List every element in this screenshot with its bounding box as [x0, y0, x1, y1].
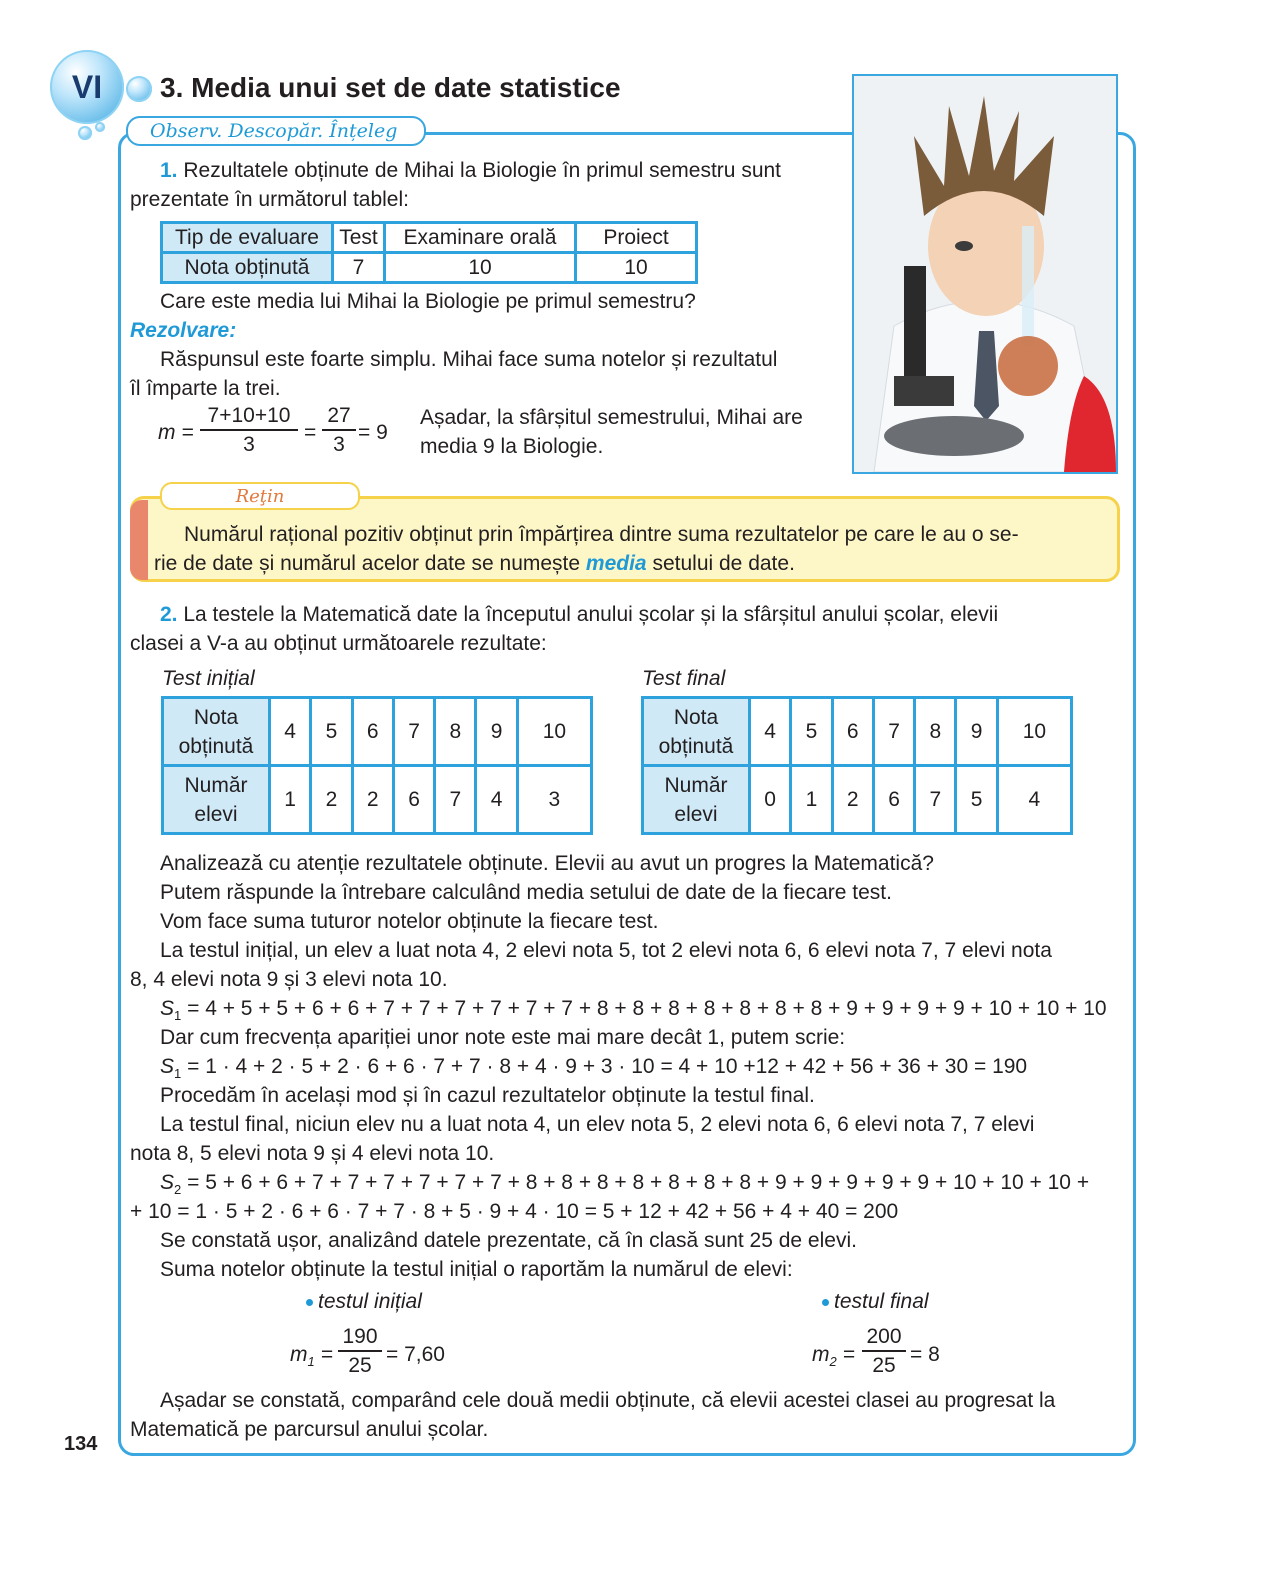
- page-number: 134: [64, 1433, 98, 1455]
- paragraph-line: Dar cum frecvența apariției unor note este mai mare decât 1, putem scrie:: [160, 1026, 846, 1049]
- symbol-sub: 1: [307, 1354, 315, 1370]
- paragraph-line: Se constată ușor, analizând datele prezentate, că în clasă sunt 25 de elevi.: [160, 1229, 857, 1252]
- grade-cell: 9: [956, 698, 997, 766]
- initial-test-table: [161, 696, 593, 835]
- fraction-numerator: 27: [322, 402, 356, 431]
- paragraph-line: Putem răspunde la întrebare calculând media setului de date de la fiecare test.: [160, 881, 892, 904]
- problem2-intro-line1: [160, 600, 998, 629]
- row-label-line: elevi: [194, 802, 238, 826]
- retain-line2-pre: rie de date și numărul acelor date se numește: [154, 552, 581, 575]
- paragraph-line: La testul inițial, un elev a luat nota 4, 2 elevi nota 5, tot 2 elevi nota 6, 6 elevi nota 7, 7 elevi nota: [160, 939, 1052, 962]
- paragraph-line: Procedăm în același mod și în cazul rezultatelor obținute la testul final.: [160, 1084, 815, 1107]
- formula-m: m =: [158, 421, 194, 444]
- grade-cell: 6: [352, 698, 393, 766]
- solution-label: Rezolvare:: [130, 319, 237, 342]
- grade-cell: 7: [393, 698, 434, 766]
- final-conclusion-line1: Așadar se constată, comparând cele două medii obținute, că elevii acestei clasei au progresat la: [160, 1389, 1056, 1412]
- count-cell: 7: [435, 766, 476, 834]
- table-cell: Examinare orală: [385, 223, 576, 253]
- grade-cell: 8: [435, 698, 476, 766]
- count-cell: 0: [750, 766, 791, 834]
- fraction-numerator: 190: [338, 1323, 382, 1352]
- mean-initial-fraction: [338, 1323, 382, 1380]
- mean-initial-result: = 7,60: [386, 1343, 445, 1366]
- fraction-denominator: 25: [348, 1354, 372, 1377]
- formula-equals: =: [304, 421, 317, 444]
- problem1-number: 1.: [160, 159, 178, 182]
- paragraph-line: La testul final, niciun elev nu a luat nota 4, un elev nota 5, 2 elevi nota 6, 6 elevi nota 7, 7 elevi: [160, 1113, 1035, 1136]
- grade-cell: 5: [311, 698, 352, 766]
- lesson-title: 3. Media unui set de date statistice: [160, 72, 621, 103]
- problem2-intro-text: La testele la Matematică date la începutul anului școlar și la sfârșitul anului școlar, elevii: [183, 603, 999, 626]
- grade-cell: 6: [832, 698, 873, 766]
- paragraph-line: Analizează cu atenție rezultatele obținute. Elevii au avut un progres la Matematică?: [160, 852, 934, 875]
- symbol-sub: 2: [829, 1354, 837, 1370]
- grade-cell: 10: [997, 698, 1071, 766]
- symbol-s: S: [160, 997, 175, 1020]
- bullet-dot: [306, 1299, 313, 1306]
- table-row-label: [163, 698, 270, 766]
- grade-cell: 5: [791, 698, 832, 766]
- grade-cell: 9: [476, 698, 517, 766]
- mean-initial-label-text: testul inițial: [318, 1290, 422, 1313]
- table-cell: Test: [333, 223, 385, 253]
- grade-cell: 7: [873, 698, 914, 766]
- problem1-question: Care este media lui Mihai la Biologie pe primul semestru?: [160, 290, 696, 313]
- table-cell: 10: [576, 253, 697, 283]
- retain-line2-post: setului de date.: [652, 552, 795, 575]
- row-label-line: elevi: [674, 802, 718, 826]
- problem1-conclusion-line2: media 9 la Biologie.: [420, 435, 604, 458]
- count-cell: 2: [311, 766, 352, 834]
- retain-stripe: [130, 500, 148, 580]
- paragraph-line: 8, 4 elevi nota 9 și 3 elevi nota 10.: [130, 968, 448, 991]
- problem2-number: 2.: [160, 603, 178, 626]
- problem1-answer-line1: Răspunsul este foarte simplu. Mihai face suma notelor și rezultatul: [160, 348, 778, 371]
- row-label-line: obținută: [658, 734, 734, 758]
- problem2-intro-line2: clasei a V-a au obținut următoarele rezultate:: [130, 632, 547, 655]
- paragraph-line: nota 8, 5 elevi nota 9 și 4 elevi nota 10.: [130, 1142, 495, 1165]
- mean-final-symbol: $m_2$ =: [812, 1343, 855, 1370]
- sum-expression: = 1 · 4 + 2 · 5 + 2 · 6 + 6 · 7 + 7 · 8 + 4 · 9 + 3 · 10 = 4 + 10 +12 + 42 + 56 + 36 + 30 = 190: [187, 1055, 1028, 1078]
- problem1-intro-line2: prezentate în următorul tablel:: [130, 188, 409, 211]
- row-label-line: Număr: [184, 773, 248, 797]
- mean-final-label-text: testul final: [834, 1290, 929, 1313]
- fraction-denominator: 3: [243, 433, 255, 456]
- final-test-table: [641, 696, 1073, 835]
- grade-cell: 4: [750, 698, 791, 766]
- row-label-line: obținută: [178, 734, 254, 758]
- count-cell: 3: [517, 766, 591, 834]
- grades-biology-table: [160, 221, 698, 284]
- decor-bubble: [78, 126, 92, 140]
- retain-term-media: media: [585, 552, 647, 575]
- fraction-denominator: 3: [333, 433, 345, 456]
- retain-line2: [154, 549, 795, 578]
- count-cell: 7: [915, 766, 956, 834]
- final-conclusion-line2: Matematică pe parcursul anului școlar.: [130, 1418, 489, 1441]
- retain-tab: Reţin: [160, 482, 360, 510]
- grade-cell: 10: [517, 698, 591, 766]
- symbol-s: S: [160, 1055, 175, 1078]
- fraction-27-3: [322, 402, 356, 459]
- count-cell: 1: [791, 766, 832, 834]
- symbol-sub: 2: [174, 1182, 182, 1198]
- count-cell: 6: [873, 766, 914, 834]
- count-cell: 1: [270, 766, 311, 834]
- count-cell: 2: [352, 766, 393, 834]
- symbol-s: S: [160, 1171, 175, 1194]
- problem1-intro-text: Rezultatele obținute de Mihai la Biologie în primul semestru sunt: [183, 159, 782, 182]
- symbol-m: m: [812, 1343, 830, 1366]
- count-cell: 4: [997, 766, 1071, 834]
- row-label-line: Număr: [664, 773, 728, 797]
- retain-line1: Numărul rațional pozitiv obținut prin împărțirea dintre suma rezultatelor pe care le au o se-: [184, 523, 1019, 546]
- section-tab: Observ. Descopăr. Înțeleg: [126, 116, 426, 146]
- mean-final-label: [822, 1287, 929, 1316]
- count-cell: 6: [393, 766, 434, 834]
- mean-initial-symbol: $m_1$ =: [290, 1343, 333, 1370]
- symbol-m: m: [290, 1343, 308, 1366]
- count-cell: 5: [956, 766, 997, 834]
- fraction-sum: [200, 402, 298, 459]
- symbol-sub: 1: [174, 1008, 182, 1024]
- sum-expression: = 4 + 5 + 5 + 6 + 6 + 7 + 7 + 7 + 7 + 7 + 7 + 8 + 8 + 8 + 8 + 8 + 8 + 8 + 9 + 9 + 9 + 9 + 10 + 10 + 10: [187, 997, 1107, 1020]
- table-row-label: [643, 698, 750, 766]
- table-header-cell: Tip de evaluare: [162, 223, 333, 253]
- formula-result: = 9: [358, 421, 388, 444]
- mean-initial-label: [306, 1287, 422, 1316]
- count-cell: 2: [832, 766, 873, 834]
- fraction-denominator: 25: [872, 1354, 896, 1377]
- table-header-cell: Nota obținută: [162, 253, 333, 283]
- paragraph-line: Vom face suma tuturor notelor obținute la fiecare test.: [160, 910, 659, 933]
- row-label-line: Nota: [193, 705, 239, 729]
- grade-cell: 4: [270, 698, 311, 766]
- bullet-dot: [822, 1299, 829, 1306]
- table-cell: 7: [333, 253, 385, 283]
- sum-s2-compact: + 10 = 1 · 5 + 2 · 6 + 6 · 7 + 7 · 8 + 5 · 9 + 4 · 10 = 5 + 12 + 42 + 56 + 4 + 40 = 200: [130, 1200, 899, 1223]
- table-final-title: Test final: [642, 667, 726, 690]
- sum-expression: = 5 + 6 + 6 + 7 + 7 + 7 + 7 + 7 + 7 + 8 + 8 + 8 + 8 + 8 + 8 + 8 + 9 + 9 + 9 + 9 + 9 + 10 + 10 + 10 +: [187, 1171, 1090, 1194]
- table-cell: 10: [385, 253, 576, 283]
- problem1-intro-line1: [160, 156, 781, 185]
- decor-bubble: [126, 76, 152, 102]
- fraction-numerator: 200: [862, 1323, 906, 1352]
- chapter-number: VI: [71, 68, 103, 105]
- table-initial-title: Test inițial: [162, 667, 255, 690]
- mean-final-result: = 8: [910, 1343, 940, 1366]
- count-cell: 4: [476, 766, 517, 834]
- problem1-conclusion-line1: Așadar, la sfârșitul semestrului, Mihai are: [420, 406, 803, 429]
- photo-boy-with-microscope: [852, 74, 1118, 474]
- problem1-answer-line2: îl împarte la trei.: [130, 377, 281, 400]
- paragraph-line: Suma notelor obținute la testul inițial o raportăm la numărul de elevi:: [160, 1258, 793, 1281]
- table-row-label: [163, 766, 270, 834]
- table-row-label: [643, 766, 750, 834]
- symbol-sub: 1: [174, 1066, 182, 1082]
- fraction-numerator: 7+10+10: [200, 402, 298, 431]
- table-cell: Proiect: [576, 223, 697, 253]
- mean-final-fraction: [862, 1323, 906, 1380]
- grade-cell: 8: [915, 698, 956, 766]
- row-label-line: Nota: [673, 705, 719, 729]
